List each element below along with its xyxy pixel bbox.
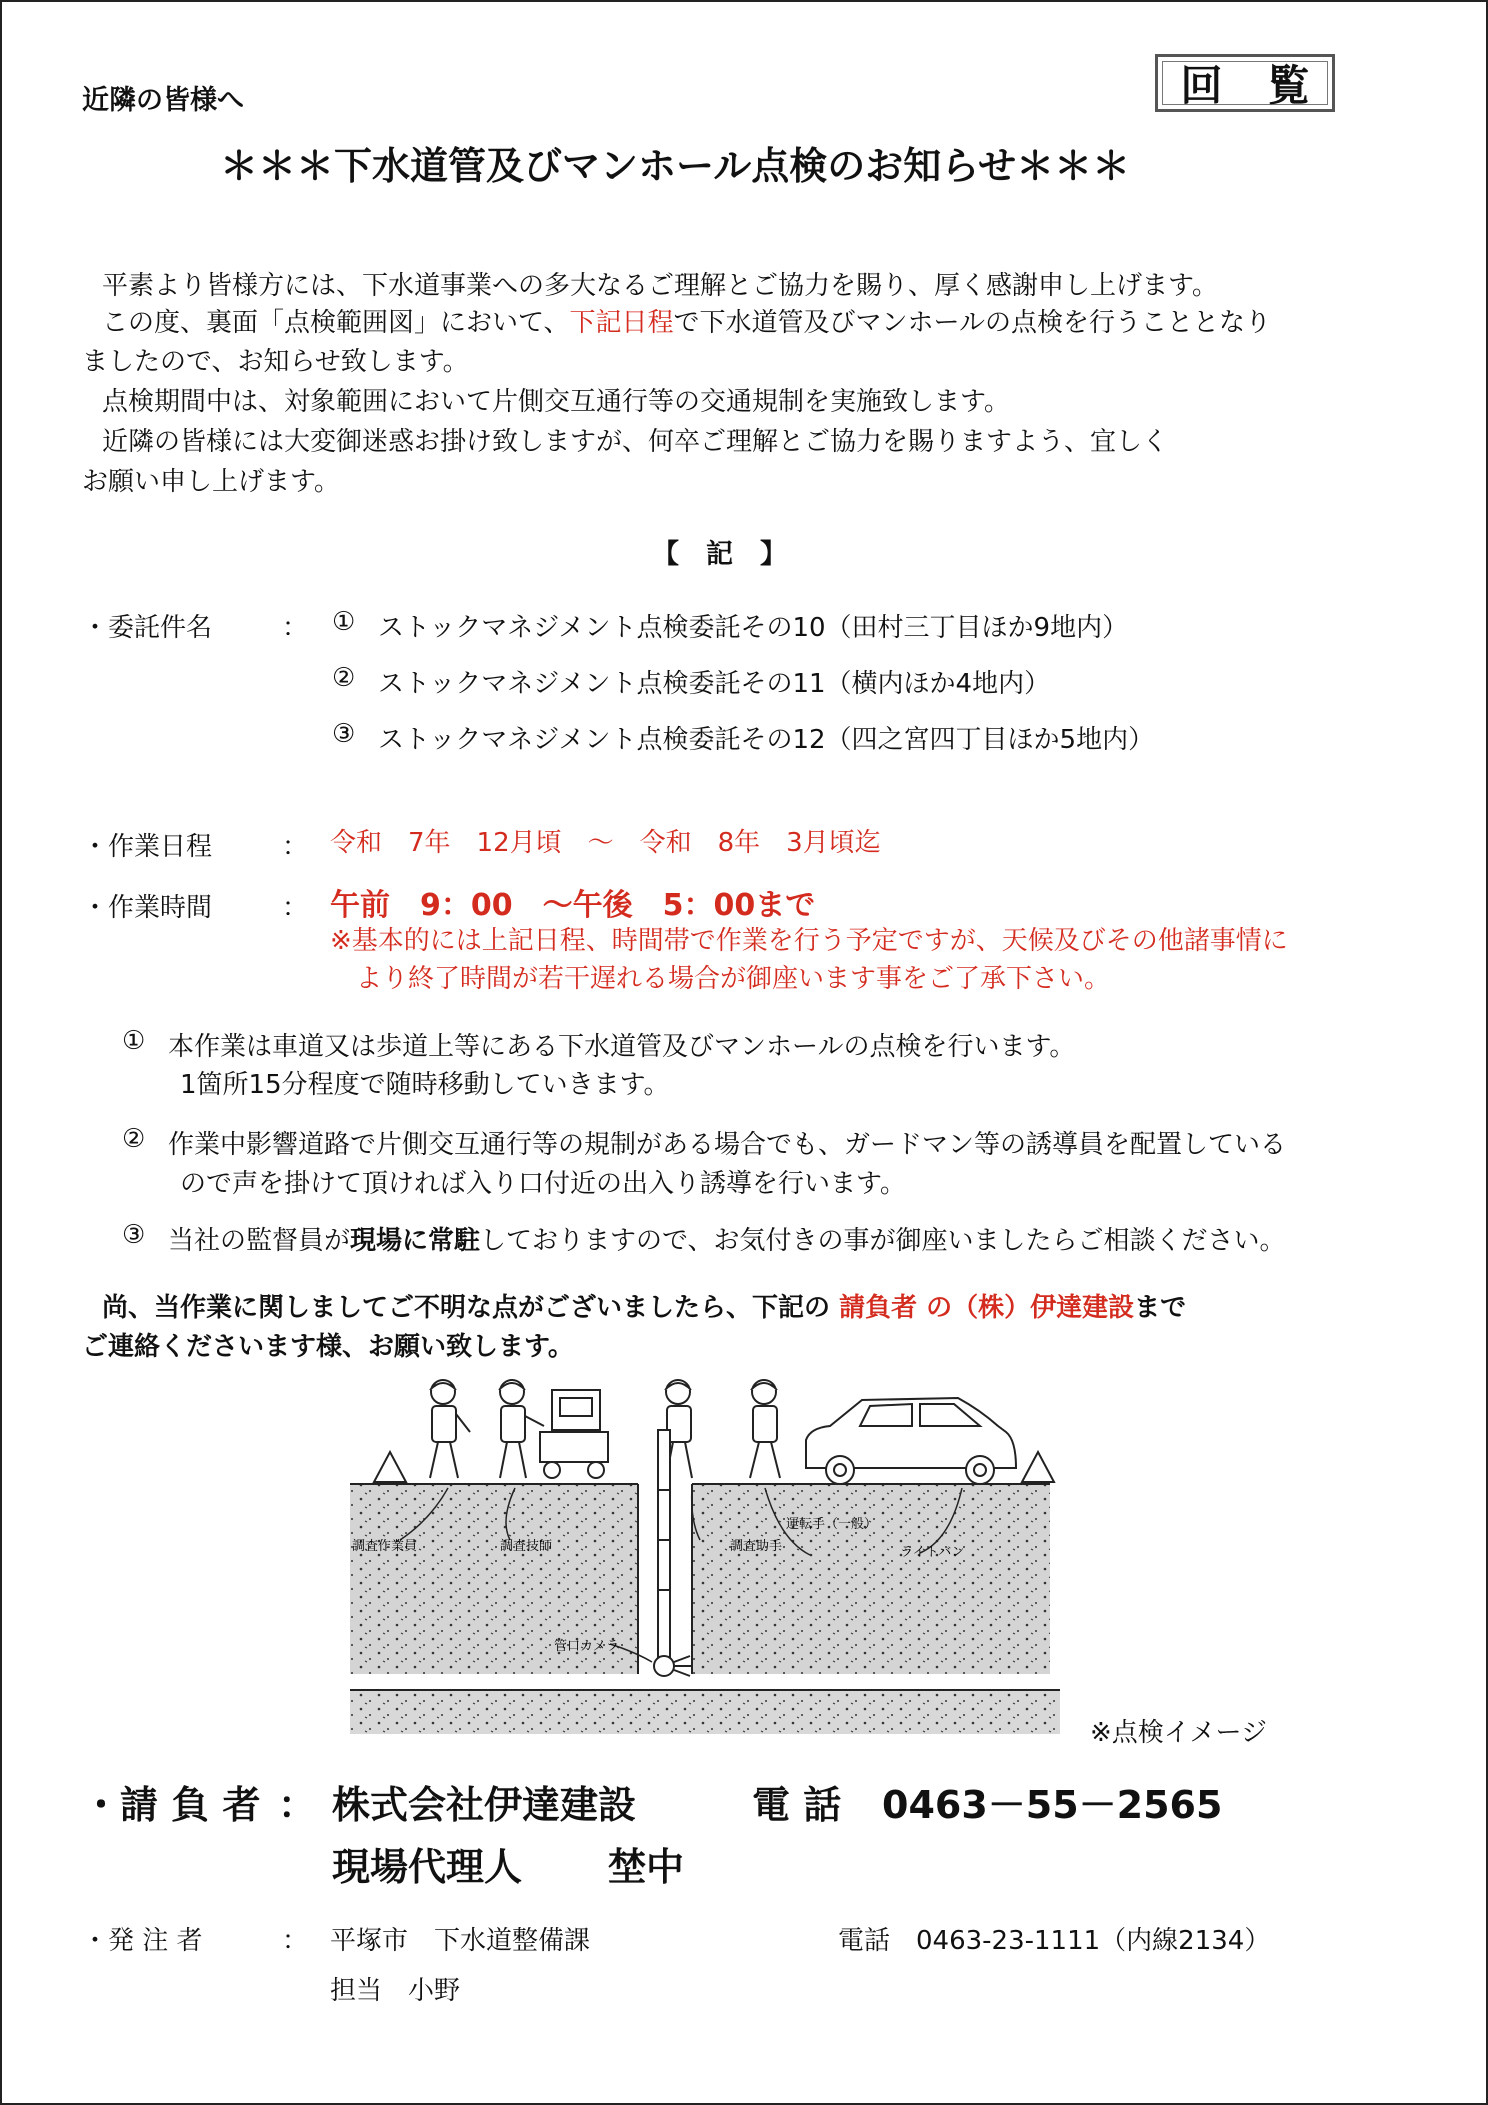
label-engineer: 調査技師 — [500, 1539, 553, 1554]
intro-p1: 平素より皆様方には、下水道事業への多大なるご理解とご協力を賜り、厚く感謝申し上げます。 — [102, 271, 1218, 301]
contractor-tel: 0463－55－2565 — [882, 1783, 1223, 1827]
inspection-illustration — [340, 1370, 1070, 1740]
circulation-stamp — [1155, 54, 1335, 112]
hours-note-2: より終了時間が若干遅れる場合が御座います事をご了承下さい。 — [356, 964, 1111, 994]
camera-cart — [540, 1390, 608, 1478]
commission-num-1: ① — [332, 607, 356, 637]
note-1-line1: 本作業は車道又は歩道上等にある下水道管及びマンホールの点検を行います。 — [168, 1032, 1076, 1062]
stamp-char-2: 覧 — [1267, 61, 1310, 110]
recipient: 近隣の皆様へ — [82, 85, 244, 116]
worker-4 — [750, 1380, 780, 1478]
contractor-colon: ： — [278, 1783, 317, 1827]
cone-left — [374, 1452, 406, 1482]
label-van: ライトバン — [900, 1545, 965, 1560]
contractor-tel-label: 電 話 — [752, 1783, 842, 1827]
commission-item-1: ストックマネジメント点検委託その10（田村三丁目ほか9地内） — [378, 613, 1129, 643]
note-num-1: ① — [122, 1026, 146, 1056]
illustration-caption: ※点検イメージ — [1090, 1718, 1268, 1748]
note-3-line1: 当社の監督員が現場に常駐しておりますので、お気付きの事が御座いましたらご相談ください。 — [168, 1226, 1286, 1256]
label-worker: 調査作業員 — [352, 1539, 418, 1554]
page-title: ＊＊＊下水道管及びマンホール点検のお知らせ＊＊＊ — [220, 144, 1131, 188]
note-1-line2: 1箇所15分程度で随時移動していきます。 — [180, 1070, 670, 1100]
ki-heading: 【 記 】 — [652, 539, 787, 570]
intro-p4: 近隣の皆様には大変御迷惑お掛け致しますが、何卒ご理解とご協力を賜りますよう、宜しく — [102, 427, 1169, 457]
contractor-company: 株式会社伊達建設 — [332, 1783, 637, 1827]
schedule-highlight: 下記日程 — [569, 308, 674, 338]
commission-num-2: ② — [332, 663, 356, 693]
schedule-label: ・作業日程 — [82, 832, 213, 862]
cone-right — [1022, 1452, 1054, 1482]
contact-note-line2: ご連絡くださいます様、お願い致します。 — [82, 1332, 574, 1362]
label-driver: 運転手（一般） — [786, 1517, 878, 1532]
intro-p4-cont: お願い申し上げます。 — [82, 467, 340, 497]
label-assistant: 調査助手 — [730, 1539, 783, 1554]
contact-note-line1: 尚、当作業に関しましてご不明な点がございましたら、下記の 請負者 の（株）伊達建設まで — [102, 1293, 1187, 1323]
contractor-label: ・請 負 者 — [82, 1783, 261, 1827]
ground-right — [692, 1484, 1050, 1674]
agent-name: 埜中 — [608, 1845, 685, 1889]
orderer-label: ・発 注 者 — [82, 1926, 203, 1956]
note-num-2: ② — [122, 1124, 146, 1154]
hours-colon: ： — [282, 893, 309, 923]
stamp-char-1: 回 — [1180, 61, 1223, 110]
intro-p3: 点検期間中は、対象範囲において片側交互通行等の交通規制を実施致します。 — [102, 387, 1010, 417]
label-camera: 管口カメラ — [554, 1639, 620, 1654]
orderer-dept: 平塚市 下水道整備課 — [330, 1926, 591, 1956]
note-num-3: ③ — [122, 1220, 146, 1250]
commission-num-3: ③ — [332, 719, 356, 749]
hours-label: ・作業時間 — [82, 893, 213, 923]
worker-1 — [430, 1380, 470, 1478]
sewer-pipe — [350, 1690, 1060, 1734]
schedule-value: 令和 7年 12月頃 ～ 令和 8年 3月頃迄 — [330, 828, 881, 858]
note-2-line2: ので声を掛けて頂ければ入り口付近の出入り誘導を行います。 — [180, 1169, 906, 1199]
commission-label: ・委託件名 — [82, 613, 213, 643]
commission-item-3: ストックマネジメント点検委託その12（四之宮四丁目ほか5地内） — [378, 725, 1155, 755]
hours-note-1: ※基本的には上記日程、時間帯で作業を行う予定ですが、天候及びその他諸事情に — [330, 926, 1288, 956]
commission-colon: ： — [282, 613, 309, 643]
light-van — [806, 1398, 1016, 1484]
orderer-person: 担当 小野 — [330, 1976, 461, 2006]
schedule-colon: ： — [282, 832, 309, 862]
agent-label: 現場代理人 — [332, 1845, 523, 1889]
commission-item-2: ストックマネジメント点検委託その11（横内ほか4地内） — [378, 669, 1051, 699]
intro-p2: この度、裏面「点検範囲図」において、下記日程で下水道管及びマンホールの点検を行うこととなり — [102, 308, 1271, 338]
note-2-line1: 作業中影響道路で片側交互通行等の規制がある場合でも、ガードマン等の誘導員を配置している — [168, 1130, 1287, 1160]
orderer-tel: 電話 0463-23-1111（内線2134） — [838, 1926, 1271, 1956]
intro-p2-cont: ましたので、お知らせ致します。 — [82, 347, 469, 377]
worker-2 — [499, 1380, 544, 1478]
orderer-colon: ： — [282, 1926, 309, 1956]
hours-value: 午前 9：00 ～午後 5：00まで — [330, 888, 816, 923]
